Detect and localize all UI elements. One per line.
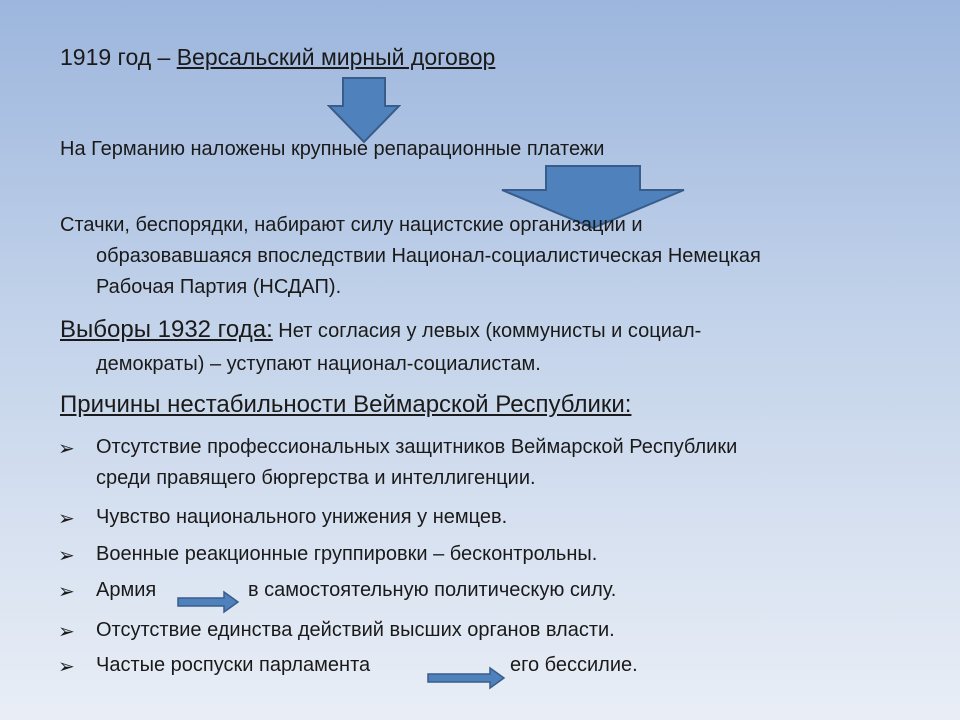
slide-title xyxy=(60,44,495,71)
elections-paragraph xyxy=(60,316,701,344)
title-year: 1919 год – xyxy=(60,44,177,70)
bullet-arrow-icon: ➢ xyxy=(58,508,75,530)
bullet-arrow-icon: ➢ xyxy=(58,621,75,643)
causes-heading: Причины нестабильности Веймарской Республики: xyxy=(60,391,632,418)
right-arrow-icon xyxy=(426,666,506,690)
elections-line-1: Нет согласия у левых (коммунисты и социал- xyxy=(272,320,702,342)
bullet-arrow-icon: ➢ xyxy=(58,545,75,567)
bullet-2: Чувство национального унижения у немцев. xyxy=(96,506,508,528)
strikes-line-2: образовавшаяся впоследствии Национал-социалистическая Немецкая xyxy=(96,245,761,267)
bullet-6-right: его бессилие. xyxy=(510,654,638,676)
right-arrow-icon xyxy=(176,590,240,614)
elections-line-2: демократы) – уступают национал-социалистам. xyxy=(96,353,541,375)
strikes-line-1: Стачки, беспорядки, набирают силу нацистские организации и xyxy=(60,214,643,236)
bullet-6-left: Частые роспуски парламента xyxy=(96,654,371,676)
bullet-arrow-icon: ➢ xyxy=(58,656,75,678)
strikes-line-3: Рабочая Партия (НСДАП). xyxy=(96,276,342,298)
bullet-arrow-icon: ➢ xyxy=(58,438,75,460)
bullet-arrow-icon: ➢ xyxy=(58,581,75,603)
bullet-1-line-2: среди правящего бюргерства и интеллигенции. xyxy=(96,467,536,489)
title-treaty: Версальский мирный договор xyxy=(176,44,496,70)
bullet-5: Отсутствие единства действий высших органов власти. xyxy=(96,619,615,641)
bullet-3: Военные реакционные группировки – бесконтрольны. xyxy=(96,543,598,565)
bullet-1-line-1: Отсутствие профессиональных защитников Веймарской Республики xyxy=(96,436,738,458)
elections-heading: Выборы 1932 года: xyxy=(60,316,273,343)
reparations-text: На Германию наложены крупные репарационные платежи xyxy=(60,138,605,160)
bullet-4-left: Армия xyxy=(96,579,157,601)
down-arrow-icon xyxy=(327,76,401,144)
bullet-4-right: в самостоятельную политическую силу. xyxy=(248,579,617,601)
